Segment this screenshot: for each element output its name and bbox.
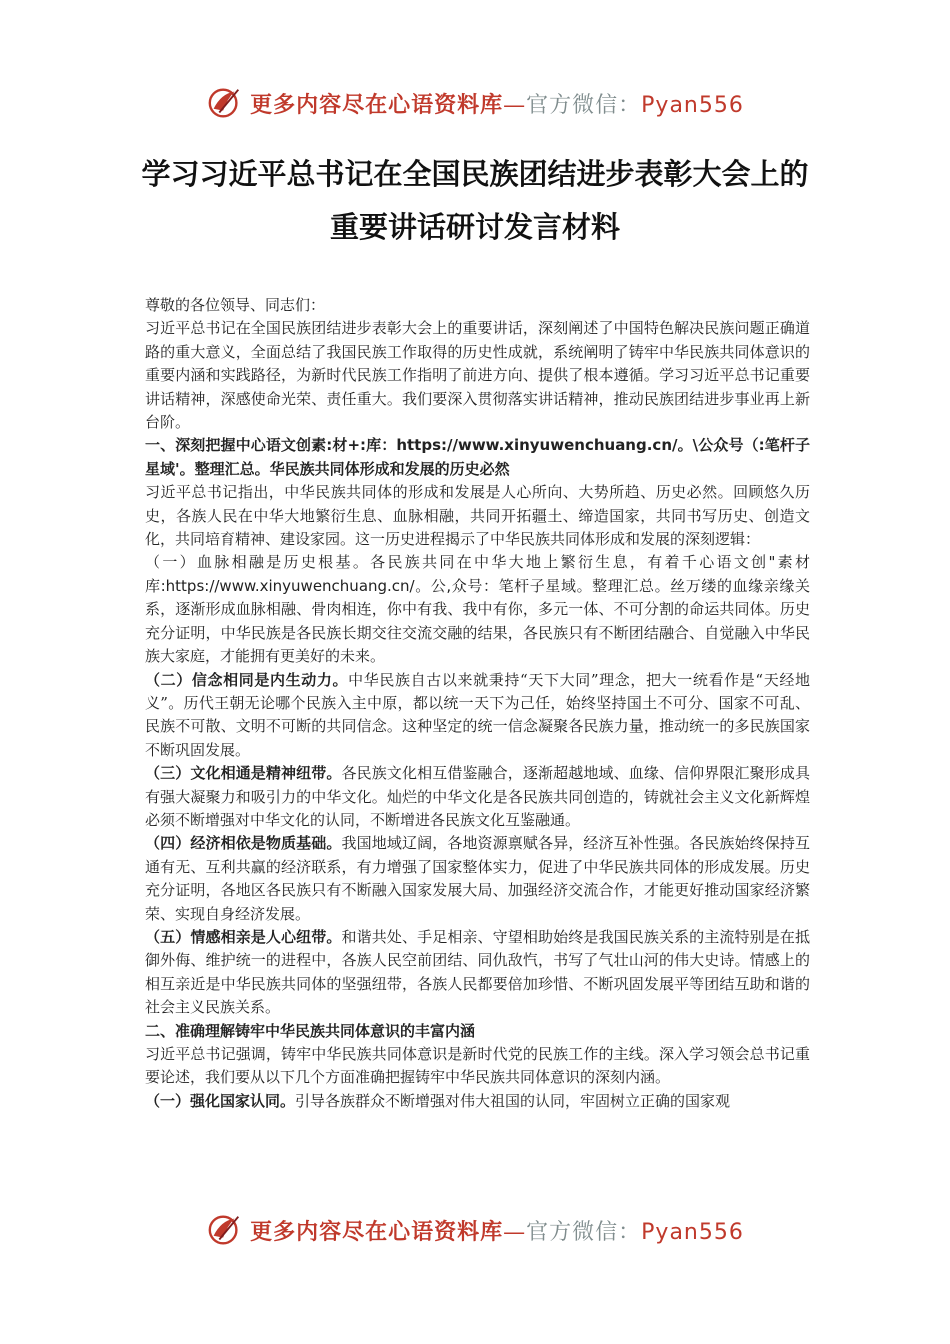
title-line-1: 学习习近平总书记在全国民族团结进步表彰大会上的	[141, 157, 809, 191]
subsection-2	[145, 669, 810, 763]
banner-separator: —	[503, 92, 527, 118]
banner-text	[250, 88, 744, 119]
subsection-5	[145, 926, 810, 1020]
subsection-5-heading: （五）情感相亲是人心纽带。	[145, 927, 342, 946]
greeting: 尊敬的各位领导、同志们：	[145, 296, 326, 314]
banner-wechat-label: 官方微信：	[526, 92, 642, 118]
subsection-3	[145, 762, 810, 832]
subsection-4-heading: （四）经济相依是物质基础。	[145, 834, 342, 853]
banner-wechat-id: Pyan556	[641, 92, 744, 118]
title-line-2: 重要讲话研讨发言材料	[329, 210, 620, 244]
brush-logo-icon	[206, 1211, 244, 1249]
section-heading-1: 一、深刻把握中心语文创素:材+:库：https://www.xinyuwenchuang.cn/。\公众号（:笔杆子星域'。整理汇总。华民族共同体形成和发展的历史必然	[145, 436, 810, 478]
brush-logo-icon	[206, 84, 244, 122]
subsection-2-heading: （二）信念相同是内生动力。	[145, 670, 349, 689]
banner-main-text: 更多内容尽在心语资料库	[250, 1218, 504, 1245]
subsection-4-text: 我国地域辽阔，各地资源禀赋各异，经济互补性强。各民族始终保持互通有无、互利共赢的经济联系，有力增强了国家整体实力，促进了中华民族共同体的形成发展。历史充分证明，各地区各民族只有不断融入国家发展大局、加强经济交流合作，才能更好推动国家经济繁荣、实现自身经济发展。	[145, 834, 810, 923]
subsection-2-1	[145, 1090, 810, 1113]
footer-banner	[0, 1207, 950, 1253]
banner-wechat-label: 官方微信：	[526, 1219, 642, 1245]
subsection-3-heading: （三）文化相通是精神纽带。	[145, 764, 342, 783]
subsection-4	[145, 832, 810, 926]
subsection-2-text: 中华民族自古以来就秉持“天下大同”理念，把大一统看作是“天经地义”。历代王朝无论哪个民族入主中原，都以统一天下为己任，始终坚持国土不可分、国家不可乱、民族不可散、文明不可断的共同信念。这种坚定的统一信念凝聚各民族力量，推动统一的多民族国家不断巩固发展。	[145, 670, 810, 759]
subsection-5-text: 和谐共处、手足相亲、守望相助始终是我国民族关系的主流特别是在抵御外侮、维护统一的进程中，各族人民空前团结、同仇敌忾，书写了气壮山河的伟大史诗。情感上的相互亲近是中华民族共同体的坚强纽带，各族人民都要倍加珍惜、不断巩固发展平等团结互助和谐的社会主义民族关系。	[145, 927, 810, 1017]
section-2-paragraph: 习近平总书记强调，铸牢中华民族共同体意识是新时代党的民族工作的主线。深入学习领会总书记重要论述，我们要从以下几个方面准确把握铸牢中华民族共同体意识的深刻内涵。	[145, 1045, 810, 1087]
banner-main-text: 更多内容尽在心语资料库	[250, 91, 504, 118]
banner-wechat-id: Pyan556	[641, 1219, 744, 1245]
intro-paragraph: 习近平总书记在全国民族团结进步表彰大会上的重要讲话，深刻阐述了中国特色解决民族问题正确道路的重大意义，全面总结了我国民族工作取得的历史性成就，系统阐明了铸牢中华民族共同体意识的重要内涵和实践路径，为新时代民族工作指明了前进方向、提供了根本遵循。学习习近平总书记重要讲话精神，深感使命光荣、责任重大。我们要深入贯彻落实讲话精神，推动民族团结进步事业再上新台阶。	[145, 319, 810, 432]
section-heading-2: 二、准确理解铸牢中华民族共同体意识的丰富内涵	[145, 1021, 476, 1040]
subsection-2-1-text: 引导各族群众不断增强对伟大祖国的认同，牢固树立正确的国家观	[295, 1091, 731, 1110]
banner-text	[250, 1215, 744, 1246]
document-body	[145, 294, 810, 1113]
section-1-paragraph: 习近平总书记指出，中华民族共同体的形成和发展是人心所向、大势所趋、历史必然。回顾悠久历史，各族人民在中华大地繁衍生息、血脉相融，共同开拓疆土、缔造国家，共同书写历史、创造文化，共同培育精神、建设家园。这一历史进程揭示了中华民族共同体形成和发展的深刻逻辑：	[145, 483, 810, 549]
subsection-1: （一）血脉相融是历史根基。各民族共同在中华大地上繁衍生息，有着千心语文创"素材库:https://www.xinyuwenchuang.cn/。公,众号：笔杆子星域。整理汇总。丝万缕的血缘亲缘关系，逐渐形成血脉相融、骨肉相连，你中有我、我中有你，多元一体、不可分割的命运共同体。历史充分证明，中华民族是各民族长期交往交流交融的结果，各民族只有不断团结融合、自觉融入中华民族大家庭，才能拥有更美好的未来。	[145, 553, 810, 666]
subsection-3-text: 各民族文化相互借鉴融合，逐渐超越地域、血缘、信仰界限汇聚形成具有强大凝聚力和吸引力的中华文化。灿烂的中华文化是各民族共同创造的，铸就社会主义文化新辉煌必须不断增强对中华文化的认同，不断增进各民族文化互鉴融通。	[145, 764, 810, 829]
banner-separator: —	[503, 1219, 527, 1245]
header-banner	[0, 80, 950, 126]
page-title	[0, 148, 950, 254]
subsection-2-1-heading: （一）强化国家认同。	[145, 1091, 296, 1110]
